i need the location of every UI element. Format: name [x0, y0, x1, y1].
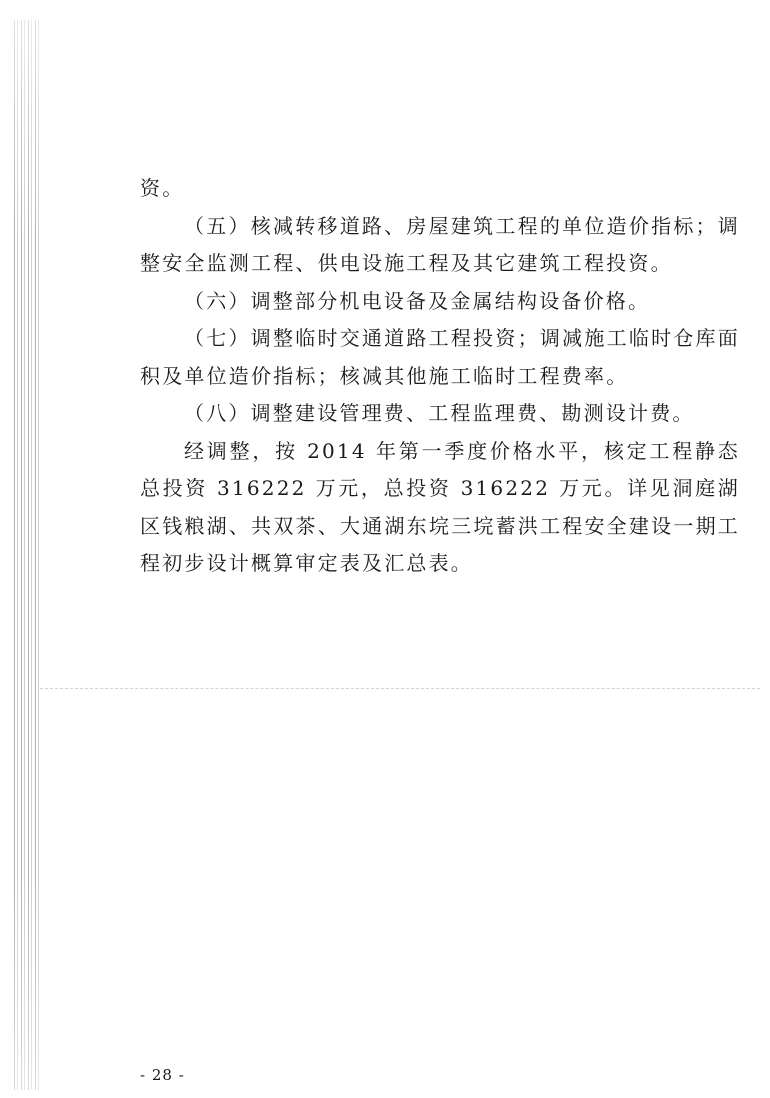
scan-binding-fade — [14, 20, 40, 1090]
paragraph-conclusion: 经调整，按 2014 年第一季度价格水平，核定工程静态总投资 316222 万元，总投资 316222 万元。详见洞庭湖区钱粮湖、共双茶、大通湖东垸三垸蓄洪工程安全建设一期工程初步设计概算审定表及汇总表。 — [140, 438, 740, 575]
paragraph-item-8: （八）调整建设管理费、工程监理费、勘测设计费。 — [184, 401, 695, 425]
page-number: - 28 - — [140, 1066, 185, 1084]
paragraph-item-7: （七）调整临时交通道路工程投资；调减施工临时仓库面积及单位造价指标；核减其他施工临时工程费率。 — [140, 326, 740, 388]
paragraph-item-5: （五）核减转移道路、房屋建筑工程的单位造价指标；调整安全监测工程、供电设施工程及其它建筑工程投资。 — [140, 213, 740, 275]
paragraph-item-6: （六）调整部分机电设备及金属结构设备价格。 — [184, 288, 651, 313]
document-body — [140, 170, 740, 583]
paragraph-continuation: 资。 — [140, 176, 185, 200]
scan-artifact-line — [40, 688, 760, 689]
